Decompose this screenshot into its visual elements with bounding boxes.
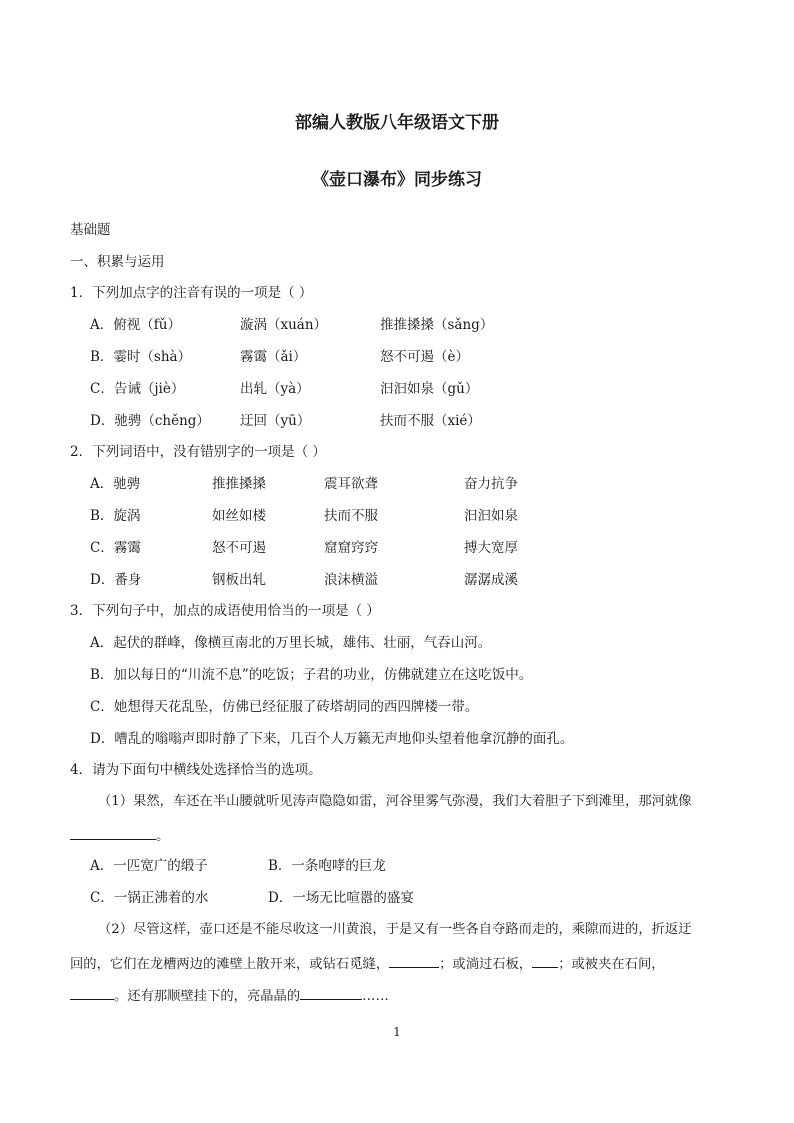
- q2-a-3: 震耳欲聋: [324, 476, 378, 492]
- q4-part2-text-d: 。还有那顺壁挂下的，亮晶晶的: [114, 989, 301, 1004]
- q2-b-1: B．旋涡: [90, 508, 141, 524]
- q4-part2-text-b: ；或淌过石板，: [439, 957, 533, 972]
- q2-b-2: 如丝如楼: [212, 508, 266, 524]
- q4-stem: 4．请为下面句中横线处选择恰当的选项。: [70, 762, 322, 778]
- q2-a-1: A．驰骋: [90, 476, 141, 492]
- page-number: 1: [393, 1025, 401, 1039]
- q1-d-3: 扶而不服（xié）: [380, 413, 481, 429]
- q2-c-3: 窟窟窍窍: [324, 540, 378, 556]
- q4-part2-blank-2[interactable]: [532, 953, 558, 968]
- q4-option-c: C．一锅正沸着的水: [90, 890, 209, 906]
- q3-stem: 3．下列句子中，加点的成语使用恰当的一项是（ ）: [70, 603, 380, 619]
- section-label: 基础题: [70, 222, 111, 238]
- q2-d-1: D．番身: [90, 572, 142, 588]
- q2-c-4: 搏大宽厚: [464, 540, 518, 556]
- q4-option-b: B．一条咆哮的巨龙: [268, 858, 386, 874]
- q1-b-2: 霧霭（ǎi）: [240, 349, 307, 365]
- q1-d-1: D．驰骋（chěng）: [90, 413, 210, 429]
- q1-c-1: C．告诫（jiè）: [90, 381, 185, 397]
- q4-part2-text-c: ；或被夹在石间，: [558, 957, 665, 972]
- q2-b-4: 汩汩如泉: [464, 508, 518, 524]
- q4-option-a: A．一匹宽广的缎子: [90, 858, 208, 874]
- q4-part1-blank[interactable]: [70, 825, 156, 840]
- q4-part2-text-e: ……: [362, 989, 389, 1004]
- q4-option-d: D．一场无比喧嚣的盛宴: [268, 890, 414, 906]
- q1-b-3: 怒不可遏（è）: [380, 349, 469, 365]
- q2-a-2: 推推搡搡: [212, 476, 266, 492]
- q1-a-3: 推推搡搡（sǎng）: [380, 317, 494, 333]
- q1-a-2: 漩涡（xuán）: [240, 317, 328, 333]
- q1-c-2: 出轧（yà）: [240, 381, 310, 397]
- q2-c-1: C．霧霭: [90, 540, 141, 556]
- q2-d-4: 潺潺成溪: [464, 572, 518, 588]
- q4-part1-text: （1）果然，车还在半山腰就听见涛声隐隐如雷，河谷里雾气弥漫，我们大着胆子下到滩里，那河就像: [98, 794, 692, 809]
- q4-part2-blank-4[interactable]: [300, 985, 362, 1000]
- q4-part1-end: 。: [156, 828, 170, 844]
- q4-part2-text-a: 回的，它们在龙槽两边的滩壁上散开来，或钻石觅缝，: [70, 957, 390, 972]
- q2-d-3: 浪沫横溢: [324, 572, 378, 588]
- q4-part2-blank-3[interactable]: [70, 985, 114, 1000]
- q3-option-b: B．加以每日的“川流不息”的吃饭；子君的功业，仿佛就建立在这吃饭中。: [90, 667, 533, 683]
- q1-d-2: 迂回（yū）: [240, 413, 311, 429]
- q2-a-4: 奋力抗争: [464, 476, 518, 492]
- document-subtitle: 《壶口瀑布》同步练习: [312, 170, 482, 190]
- q4-part2-line3: [70, 985, 389, 1006]
- q2-b-3: 扶而不服: [324, 508, 378, 524]
- q1-a-1: A．俯视（fǔ）: [90, 317, 181, 333]
- q3-option-c: C．她想得天花乱坠，仿佛已经征服了砖塔胡同的西四牌楼一带。: [90, 699, 479, 715]
- q3-option-d: D．嘈乱的嗡嗡声即时静了下来，几百个人万籁无声地仰头望着他拿沉静的面孔。: [90, 731, 574, 747]
- q1-c-3: 汩汩如泉（gǔ）: [380, 381, 479, 397]
- document-title: 部编人教版八年级语文下册: [295, 113, 499, 133]
- q4-part1-blank-line: [70, 825, 170, 845]
- q1-stem: 1．下列加点字的注音有误的一项是（ ）: [70, 285, 313, 301]
- q2-stem: 2．下列词语中，没有错别字的一项是（ ）: [70, 444, 326, 460]
- q2-d-2: 钢板出轧: [212, 572, 266, 588]
- q4-part2-blank-1[interactable]: [389, 953, 439, 968]
- q1-b-1: B．霎时（shà）: [90, 349, 192, 365]
- q3-option-a: A．起伏的群峰，像横亘南北的万里长城，雄伟、壮丽，气吞山河。: [90, 635, 492, 651]
- q4-part2-line2: [70, 953, 665, 974]
- part-heading: 一、积累与运用: [70, 254, 165, 270]
- q2-c-2: 怒不可遏: [212, 540, 266, 556]
- q4-part2-line1: （2）尽管这样，壶口还是不能尽收这一川黄浪，于是又有一些各自夺路而走的，乘隙而进的，折返迂: [98, 922, 692, 937]
